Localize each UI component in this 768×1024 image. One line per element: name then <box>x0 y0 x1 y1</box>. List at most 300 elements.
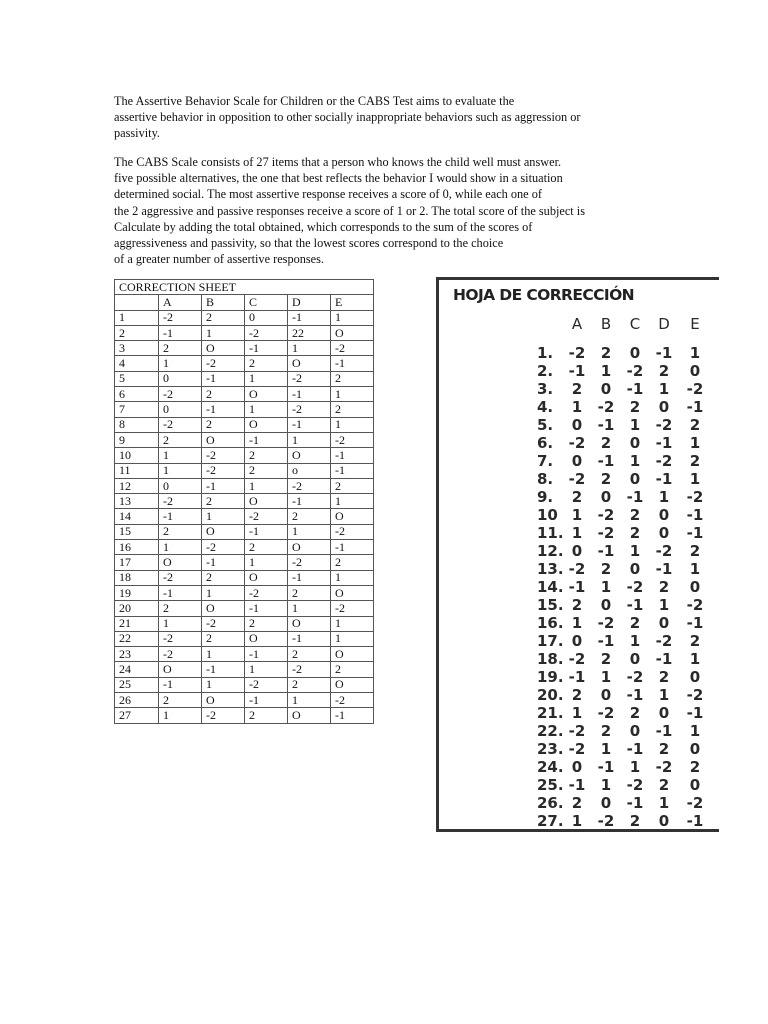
score-cell: 1 <box>159 448 202 463</box>
score-cell: -2 <box>159 310 202 325</box>
score-value: 2 <box>689 542 701 560</box>
scanned-sheet-row <box>439 632 719 650</box>
score-value: 1 <box>629 452 641 470</box>
score-value: -2 <box>686 596 704 614</box>
score-value: -2 <box>626 362 644 380</box>
score-cell: -1 <box>202 371 245 386</box>
score-value: 0 <box>600 686 612 704</box>
score-value: 2 <box>571 596 583 614</box>
table-row <box>115 310 374 325</box>
score-cell: 2 <box>288 647 331 662</box>
score-cell: -1 <box>331 356 374 371</box>
description-line: the 2 aggressive and passive responses receive a score of 1 or 2. The total score of the subject is <box>114 203 585 218</box>
score-value: 2 <box>689 452 701 470</box>
scanned-sheet-row <box>439 452 719 470</box>
description-line: aggressiveness and passivity, so that the lowest scores correspond to the choice <box>114 236 504 251</box>
score-value: -2 <box>568 740 586 758</box>
column-header <box>115 295 159 310</box>
item-number: 14. <box>537 578 564 596</box>
scanned-sheet-row <box>439 560 719 578</box>
score-cell: -2 <box>202 448 245 463</box>
table-row <box>115 356 374 371</box>
score-cell: -2 <box>202 356 245 371</box>
score-cell: O <box>331 325 374 340</box>
score-cell: 1 <box>159 540 202 555</box>
score-cell: -1 <box>202 555 245 570</box>
scanned-sheet-row <box>439 488 719 506</box>
scanned-sheet-row <box>439 758 719 776</box>
score-value: -1 <box>626 596 644 614</box>
score-value: 0 <box>600 488 612 506</box>
scanned-sheet-row <box>439 596 719 614</box>
score-cell: 1 <box>331 387 374 402</box>
score-cell: 1 <box>331 310 374 325</box>
score-value: 2 <box>600 434 612 452</box>
score-cell: O <box>245 417 288 432</box>
score-cell: 1 <box>288 432 331 447</box>
column-header: D <box>288 295 331 310</box>
score-cell: -2 <box>202 616 245 631</box>
score-value: 2 <box>629 524 641 542</box>
score-value: 0 <box>571 416 583 434</box>
score-value: 2 <box>629 398 641 416</box>
table-row <box>115 325 374 340</box>
score-value: 1 <box>658 596 670 614</box>
table-row <box>115 432 374 447</box>
score-value: -1 <box>655 560 673 578</box>
description-line: The CABS Scale consists of 27 items that a person who knows the child well must answer. <box>114 155 562 169</box>
score-cell: 1 <box>202 677 245 692</box>
score-cell: 2 <box>159 432 202 447</box>
score-value: 1 <box>571 398 583 416</box>
score-cell: 2 <box>331 478 374 493</box>
score-value: -1 <box>655 470 673 488</box>
correction-sheet-title-row <box>115 280 374 295</box>
score-cell: -1 <box>331 708 374 723</box>
item-number-cell: 10 <box>115 448 159 463</box>
score-value: 0 <box>629 650 641 668</box>
score-value: 0 <box>629 470 641 488</box>
score-cell: 2 <box>202 631 245 646</box>
description-line: of a greater number of assertive responses. <box>114 252 324 267</box>
score-value: -2 <box>686 686 704 704</box>
item-number-cell: 16 <box>115 540 159 555</box>
item-number: 9. <box>537 488 554 506</box>
score-cell: -2 <box>331 601 374 616</box>
column-header: B <box>600 315 612 333</box>
column-header: E <box>690 315 700 333</box>
score-cell: -2 <box>288 478 331 493</box>
score-value: -2 <box>655 542 673 560</box>
score-cell: -2 <box>159 570 202 585</box>
column-header: C <box>245 295 288 310</box>
table-row <box>115 524 374 539</box>
score-value: -2 <box>686 380 704 398</box>
score-value: 2 <box>629 506 641 524</box>
table-row <box>115 478 374 493</box>
score-value: 1 <box>629 416 641 434</box>
score-cell: O <box>202 341 245 356</box>
score-value: -1 <box>568 776 586 794</box>
score-cell: -1 <box>159 509 202 524</box>
table-row <box>115 585 374 600</box>
score-cell: 1 <box>331 570 374 585</box>
score-cell: 2 <box>331 662 374 677</box>
score-cell: 2 <box>331 555 374 570</box>
score-cell: -2 <box>288 555 331 570</box>
item-number-cell: 25 <box>115 677 159 692</box>
score-value: -1 <box>568 362 586 380</box>
table-row <box>115 693 374 708</box>
score-value: -1 <box>626 686 644 704</box>
score-cell: -2 <box>159 647 202 662</box>
scanned-sheet-row <box>439 704 719 722</box>
score-value: -2 <box>626 668 644 686</box>
score-cell: 1 <box>288 693 331 708</box>
score-cell: 2 <box>245 540 288 555</box>
score-value: 2 <box>689 632 701 650</box>
item-number: 5. <box>537 416 554 434</box>
score-value: -2 <box>597 506 615 524</box>
scanned-sheet-row <box>439 506 719 524</box>
score-cell: -2 <box>159 631 202 646</box>
score-value: -2 <box>597 524 615 542</box>
score-value: 0 <box>658 506 670 524</box>
item-number: 3. <box>537 380 554 398</box>
score-value: 1 <box>658 488 670 506</box>
scanned-sheet-row <box>439 812 719 830</box>
score-cell: -2 <box>245 585 288 600</box>
score-cell: -1 <box>288 494 331 509</box>
score-cell: 1 <box>288 341 331 356</box>
score-value: -1 <box>655 650 673 668</box>
scanned-sheet-row <box>439 470 719 488</box>
item-number: 4. <box>537 398 554 416</box>
score-value: 1 <box>658 794 670 812</box>
description-paragraph <box>114 154 654 267</box>
score-value: 2 <box>658 362 670 380</box>
score-cell: 2 <box>159 341 202 356</box>
score-value: -1 <box>626 794 644 812</box>
score-value: -1 <box>597 416 615 434</box>
item-number: 7. <box>537 452 554 470</box>
score-cell: O <box>331 677 374 692</box>
scanned-sheet-header-row <box>439 315 719 333</box>
score-value: -1 <box>655 344 673 362</box>
score-cell: -1 <box>331 463 374 478</box>
table-row <box>115 601 374 616</box>
score-value: 0 <box>658 524 670 542</box>
score-value: 0 <box>571 452 583 470</box>
score-cell: -1 <box>202 402 245 417</box>
correction-sheet-title: CORRECTION SHEET <box>115 280 374 295</box>
score-cell: 1 <box>202 509 245 524</box>
score-cell: O <box>159 662 202 677</box>
score-value: 0 <box>689 740 701 758</box>
score-value: -1 <box>686 704 704 722</box>
score-cell: 2 <box>202 310 245 325</box>
score-value: 0 <box>629 344 641 362</box>
score-value: -2 <box>626 578 644 596</box>
score-cell: 2 <box>245 708 288 723</box>
score-cell: 2 <box>202 570 245 585</box>
score-cell: 1 <box>159 463 202 478</box>
score-value: -2 <box>686 794 704 812</box>
item-number-cell: 6 <box>115 387 159 402</box>
score-cell: O <box>288 448 331 463</box>
score-cell: 1 <box>331 417 374 432</box>
score-cell: -2 <box>159 494 202 509</box>
score-cell: 1 <box>202 647 245 662</box>
item-number-cell: 12 <box>115 478 159 493</box>
scanned-sheet-row <box>439 380 719 398</box>
score-cell: -1 <box>245 601 288 616</box>
score-cell: 0 <box>245 310 288 325</box>
score-value: 0 <box>571 542 583 560</box>
score-cell: 1 <box>331 616 374 631</box>
scanned-sheet-row <box>439 650 719 668</box>
score-cell: -2 <box>202 463 245 478</box>
score-cell: O <box>202 524 245 539</box>
score-cell: 0 <box>159 478 202 493</box>
score-value: 2 <box>658 668 670 686</box>
score-cell: 1 <box>159 356 202 371</box>
score-value: 1 <box>600 776 612 794</box>
score-cell: 1 <box>331 631 374 646</box>
table-row <box>115 402 374 417</box>
score-cell: O <box>245 387 288 402</box>
intro-line: assertive behavior in opposition to other socially inappropriate behaviors such as aggression or <box>114 110 581 125</box>
column-header: C <box>629 315 641 333</box>
score-cell: -1 <box>331 540 374 555</box>
table-row <box>115 631 374 646</box>
score-cell: -2 <box>331 693 374 708</box>
correction-sheet-body <box>115 280 374 724</box>
score-cell: -1 <box>245 432 288 447</box>
intro-line: The Assertive Behavior Scale for Children or the CABS Test aims to evaluate the <box>114 94 515 108</box>
score-cell: O <box>331 585 374 600</box>
score-value: -1 <box>626 740 644 758</box>
correction-sheet-header-row <box>115 295 374 310</box>
score-value: 1 <box>689 722 701 740</box>
scanned-sheet-row <box>439 362 719 380</box>
score-value: -2 <box>568 650 586 668</box>
score-cell: -1 <box>245 693 288 708</box>
score-value: 1 <box>600 740 612 758</box>
score-value: 2 <box>658 740 670 758</box>
item-number: 19. <box>537 668 564 686</box>
score-cell: O <box>202 432 245 447</box>
score-value: 0 <box>600 794 612 812</box>
score-cell: 2 <box>202 417 245 432</box>
score-value: 1 <box>571 506 583 524</box>
score-cell: 1 <box>159 616 202 631</box>
score-value: 2 <box>600 722 612 740</box>
scanned-sheet-row <box>439 578 719 596</box>
score-value: -1 <box>626 380 644 398</box>
score-value: -2 <box>568 434 586 452</box>
score-cell: O <box>245 494 288 509</box>
item-number: 16. <box>537 614 564 632</box>
item-number-cell: 22 <box>115 631 159 646</box>
score-value: 1 <box>600 578 612 596</box>
score-value: 0 <box>689 578 701 596</box>
score-cell: o <box>288 463 331 478</box>
table-row <box>115 540 374 555</box>
score-cell: 0 <box>159 402 202 417</box>
item-number: 23. <box>537 740 564 758</box>
score-cell: -1 <box>159 325 202 340</box>
score-value: 2 <box>571 488 583 506</box>
score-value: -1 <box>686 506 704 524</box>
score-cell: 1 <box>288 524 331 539</box>
score-cell: -2 <box>331 432 374 447</box>
score-value: 0 <box>658 812 670 830</box>
score-value: 1 <box>689 560 701 578</box>
score-cell: -2 <box>288 662 331 677</box>
score-value: 0 <box>689 668 701 686</box>
score-value: 0 <box>658 704 670 722</box>
column-header: A <box>159 295 202 310</box>
score-cell: -1 <box>245 341 288 356</box>
table-row <box>115 463 374 478</box>
item-number: 1. <box>537 344 554 362</box>
scanned-sheet-row <box>439 722 719 740</box>
score-cell: -1 <box>288 387 331 402</box>
table-row <box>115 555 374 570</box>
score-value: 0 <box>600 380 612 398</box>
item-number: 21. <box>537 704 564 722</box>
score-cell: 2 <box>159 693 202 708</box>
item-number: 6. <box>537 434 554 452</box>
score-cell: O <box>331 647 374 662</box>
column-header: B <box>202 295 245 310</box>
score-cell: 2 <box>245 448 288 463</box>
table-row <box>115 509 374 524</box>
score-cell: 2 <box>245 356 288 371</box>
score-cell: -2 <box>159 417 202 432</box>
score-value: 1 <box>689 434 701 452</box>
score-value: -2 <box>626 776 644 794</box>
score-value: -1 <box>655 434 673 452</box>
table-row <box>115 647 374 662</box>
score-value: 2 <box>658 578 670 596</box>
score-cell: 1 <box>245 402 288 417</box>
correction-sheet-table <box>114 279 374 724</box>
score-value: -2 <box>568 344 586 362</box>
scanned-sheet-row <box>439 794 719 812</box>
scanned-sheet-row <box>439 398 719 416</box>
item-number: 11. <box>537 524 564 542</box>
score-value: 2 <box>600 560 612 578</box>
item-number-cell: 4 <box>115 356 159 371</box>
score-value: 0 <box>658 614 670 632</box>
score-value: -2 <box>655 416 673 434</box>
score-value: 0 <box>689 776 701 794</box>
item-number: 17. <box>537 632 564 650</box>
item-number: 20. <box>537 686 564 704</box>
score-cell: -1 <box>288 417 331 432</box>
scanned-sheet-row <box>439 740 719 758</box>
item-number: 12. <box>537 542 564 560</box>
score-cell: 1 <box>202 325 245 340</box>
score-cell: 0 <box>159 371 202 386</box>
score-cell: -2 <box>245 509 288 524</box>
column-header: A <box>571 315 583 333</box>
score-value: -1 <box>686 398 704 416</box>
table-row <box>115 387 374 402</box>
score-cell: 2 <box>202 387 245 402</box>
score-cell: -2 <box>288 402 331 417</box>
score-value: -2 <box>597 704 615 722</box>
score-cell: -2 <box>159 387 202 402</box>
item-number-cell: 1 <box>115 310 159 325</box>
score-value: 0 <box>689 362 701 380</box>
score-value: 1 <box>571 614 583 632</box>
score-value: -2 <box>655 632 673 650</box>
score-cell: 1 <box>288 601 331 616</box>
score-cell: -1 <box>288 631 331 646</box>
score-value: -2 <box>568 470 586 488</box>
item-number: 15. <box>537 596 564 614</box>
score-cell: -2 <box>202 540 245 555</box>
score-cell: -2 <box>245 677 288 692</box>
score-cell: -2 <box>288 371 331 386</box>
item-number: 25. <box>537 776 564 794</box>
score-cell: 2 <box>159 524 202 539</box>
item-number: 24. <box>537 758 564 776</box>
table-row <box>115 341 374 356</box>
intro-line: passivity. <box>114 126 160 141</box>
scanned-sheet-row <box>439 776 719 794</box>
score-value: 2 <box>600 344 612 362</box>
score-value: -2 <box>655 758 673 776</box>
item-number-cell: 24 <box>115 662 159 677</box>
item-number-cell: 21 <box>115 616 159 631</box>
score-value: -1 <box>655 722 673 740</box>
column-header: E <box>331 295 374 310</box>
table-row <box>115 570 374 585</box>
score-value: 2 <box>629 614 641 632</box>
score-cell: -1 <box>202 478 245 493</box>
item-number: 27. <box>537 812 564 830</box>
score-cell: 2 <box>202 494 245 509</box>
table-row <box>115 662 374 677</box>
score-cell: O <box>288 356 331 371</box>
score-value: -2 <box>686 488 704 506</box>
score-cell: -1 <box>288 570 331 585</box>
item-number-cell: 8 <box>115 417 159 432</box>
score-value: -1 <box>597 758 615 776</box>
scanned-sheet-row <box>439 686 719 704</box>
score-cell: 2 <box>288 677 331 692</box>
score-cell: O <box>202 693 245 708</box>
score-value: 2 <box>689 416 701 434</box>
score-value: 1 <box>600 362 612 380</box>
score-value: 1 <box>658 380 670 398</box>
score-cell: -1 <box>159 585 202 600</box>
scanned-sheet-row <box>439 344 719 362</box>
scanned-sheet-row <box>439 434 719 452</box>
score-value: 2 <box>629 812 641 830</box>
score-cell: 1 <box>245 555 288 570</box>
score-cell: 1 <box>202 585 245 600</box>
item-number: 8. <box>537 470 554 488</box>
score-value: 1 <box>629 542 641 560</box>
item-number-cell: 14 <box>115 509 159 524</box>
score-value: -1 <box>686 812 704 830</box>
score-value: -1 <box>597 452 615 470</box>
